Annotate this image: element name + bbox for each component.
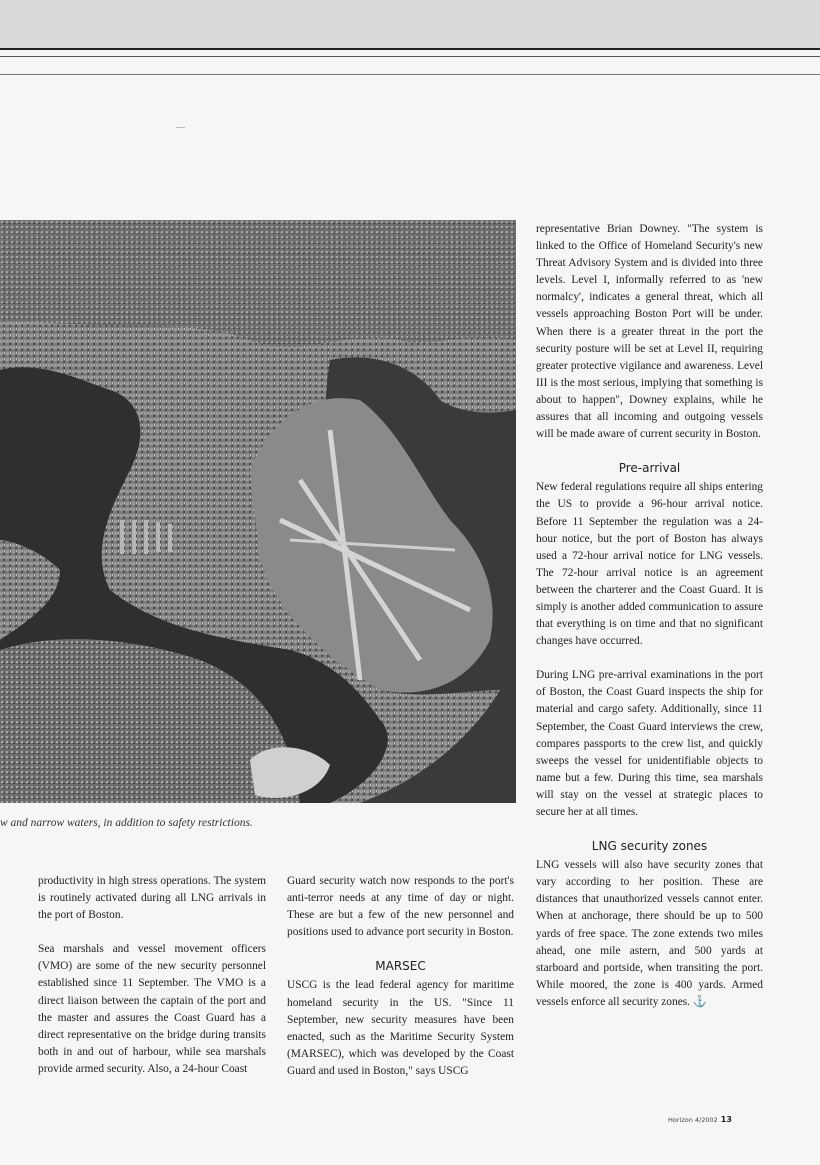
- body-paragraph: representative Brian Downey. "The system is linked to the Office of Homeland Security's new Threat Advisory System and is divided into three levels. Level I, informally referred to as 'new normalcy', indicates a general threat, which all vessels approaching Boston Port will be under. When there is a greater threat in the port the security posture will be set at Level II, requiring greater protective vigilance and awareness. Level III is the most serious, implying that something is about to happen", Downey explains, while he assures that all incoming and outgoing vessels will be made aware of current security in Boston.: [536, 223, 763, 441]
- aerial-photo-boston-harbour: [0, 220, 516, 803]
- body-paragraph: Guard security watch now responds to the port's anti-terror needs at any time of day or night. These are but a few of the new personnel and positions used to advance port security in Boston.: [287, 875, 514, 939]
- body-paragraph: productivity in high stress operations. The system is routinely activated during all LNG arrivals in the port of Boston.: [38, 875, 266, 922]
- issue-label: Horizon 4/2002: [668, 1116, 718, 1124]
- body-paragraph: [536, 857, 763, 1011]
- body-paragraph: New federal regulations require all ships entering the US to provide a 96-hour arrival notice. Before 11 September the regulation was a 24-hour notice, but the port of Boston has always used a 72-hour arrival notice for LNG vessels. The 72-hour arrival notice is an agreement between the charterer and the Coast Guard. It is simply is another added communication to assure that everything is on time and that no significant changes have occurred.: [536, 481, 763, 648]
- header-band: [0, 0, 820, 48]
- body-paragraph: During LNG pre-arrival examinations in the port of Boston, the Coast Guard inspects the ship for material and cargo safety. Additionally, since 11 September, the Coast Guard interviews the crew, compares passports to the crew list, and quickly sweeps the vessel for unidentifiable objects to name but a few. During this time, sea marshals will stay on the vessel at strategic places to secure her at all times.: [536, 669, 763, 818]
- body-paragraph: Sea marshals and vessel movement officers (VMO) are some of the new security personnel established since 11 September. The VMO is a direct liaison between the captain of the port and the master and assures the Coast Guard has a direct representative on the bridge during transits both in and out of harbour, while sea marshals provide armed security. Also, a 24-hour Coast: [38, 943, 266, 1075]
- column-left: [38, 873, 266, 1095]
- page-number: 13: [720, 1115, 732, 1124]
- header-rule: [0, 56, 820, 57]
- section-heading-pre-arrival: Pre-arrival: [618, 461, 681, 476]
- body-paragraph: USCG is the lead federal agency for maritime homeland security in the US. "Since 11 September, new security measures have been enacted, such as the Maritime Security System (MARSEC), which was developed by the Coast Guard and used in Boston," says USCG: [287, 979, 514, 1077]
- body-text: LNG vessels will also have security zones that vary according to her position. These are distances that unauthorized vessels cannot enter. When at anchorage, there should be up to 500 yards of free space. The zone extends two miles ahead, one mile astern, and 500 yards at starboard and portside, when transiting the port. While moored, the zone is 400 yards. Armed vessels enforce all security zones.: [536, 859, 763, 1008]
- section-heading-marsec: MARSEC: [375, 959, 426, 974]
- end-mark-icon: ⚓: [692, 995, 708, 1008]
- column-middle: [287, 873, 514, 1097]
- divider: [176, 127, 185, 128]
- page-footer: [668, 1115, 732, 1124]
- header-rule: [0, 48, 820, 50]
- section-heading-security-zones: LNG security zones: [591, 839, 708, 854]
- photo-caption: w and narrow waters, in addition to safety restrictions.: [0, 817, 253, 829]
- column-right: [536, 221, 763, 1028]
- header-rule: [0, 74, 820, 75]
